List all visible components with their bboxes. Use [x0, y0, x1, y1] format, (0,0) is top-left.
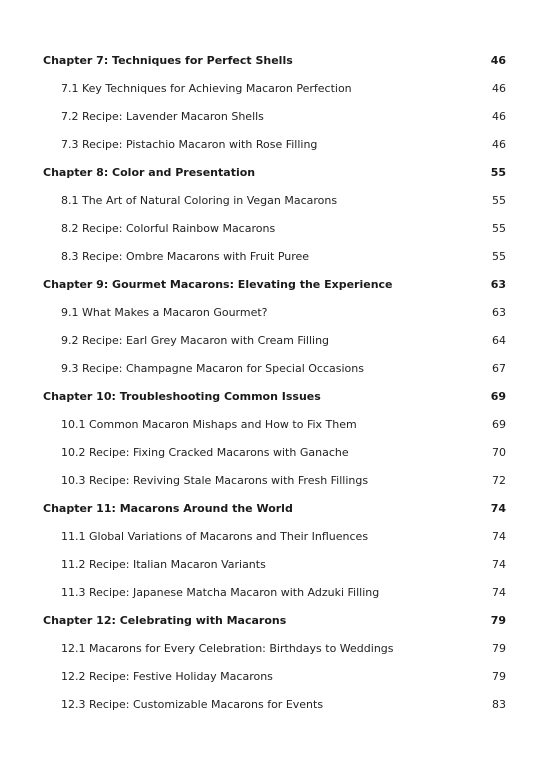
section-entry[interactable]	[43, 332, 506, 350]
table-of-contents	[43, 52, 506, 723]
section-page-number: 70	[492, 446, 506, 459]
section-entry[interactable]	[43, 108, 506, 126]
section-entry[interactable]	[43, 472, 506, 490]
section-entry[interactable]	[43, 528, 506, 546]
section-title: 7.2 Recipe: Lavender Macaron Shells	[61, 110, 264, 123]
section-title: 12.2 Recipe: Festive Holiday Macarons	[61, 670, 273, 683]
chapter-page-number: 63	[490, 278, 506, 291]
section-entry[interactable]	[43, 416, 506, 434]
chapter-heading[interactable]	[43, 164, 506, 182]
chapter-11	[43, 500, 506, 602]
section-page-number: 64	[492, 334, 506, 347]
chapter-title: Chapter 10: Troubleshooting Common Issues	[43, 390, 321, 403]
section-title: 12.1 Macarons for Every Celebration: Birthdays to Weddings	[61, 642, 394, 655]
section-page-number: 46	[492, 138, 506, 151]
chapter-page-number: 46	[490, 54, 506, 67]
section-page-number: 74	[492, 530, 506, 543]
chapter-heading[interactable]	[43, 276, 506, 294]
section-title: 9.3 Recipe: Champagne Macaron for Special Occasions	[61, 362, 364, 375]
chapter-title: Chapter 11: Macarons Around the World	[43, 502, 293, 515]
section-page-number: 67	[492, 362, 506, 375]
section-title: 12.3 Recipe: Customizable Macarons for Events	[61, 698, 324, 711]
chapter-9	[43, 276, 506, 378]
section-page-number: 74	[492, 558, 506, 571]
section-page-number: 83	[492, 698, 506, 711]
chapter-page-number: 55	[490, 166, 506, 179]
section-entry[interactable]	[43, 668, 506, 686]
section-title: 10.1 Common Macaron Mishaps and How to Fix Them	[61, 418, 357, 431]
chapter-page-number: 74	[490, 502, 506, 515]
section-entry[interactable]	[43, 248, 506, 266]
section-page-number: 63	[492, 306, 506, 319]
section-page-number: 46	[492, 82, 506, 95]
section-page-number: 55	[492, 222, 506, 235]
section-entry[interactable]	[43, 80, 506, 98]
section-page-number: 55	[492, 250, 506, 263]
chapter-10	[43, 388, 506, 490]
section-entry[interactable]	[43, 584, 506, 602]
chapter-title: Chapter 12: Celebrating with Macarons	[43, 614, 287, 627]
chapter-title: Chapter 7: Techniques for Perfect Shells	[43, 54, 293, 67]
chapter-title: Chapter 8: Color and Presentation	[43, 166, 256, 179]
chapter-12	[43, 612, 506, 714]
section-title: 10.2 Recipe: Fixing Cracked Macarons with Ganache	[61, 446, 349, 459]
section-entry[interactable]	[43, 192, 506, 210]
section-title: 7.3 Recipe: Pistachio Macaron with Rose Filling	[61, 138, 318, 151]
section-page-number: 69	[492, 418, 506, 431]
section-entry[interactable]	[43, 304, 506, 322]
chapter-heading[interactable]	[43, 388, 506, 406]
section-page-number: 74	[492, 586, 506, 599]
section-page-number: 79	[492, 670, 506, 683]
section-title: 11.2 Recipe: Italian Macaron Variants	[61, 558, 266, 571]
section-page-number: 72	[492, 474, 506, 487]
chapter-heading[interactable]	[43, 612, 506, 630]
section-title: 8.3 Recipe: Ombre Macarons with Fruit Puree	[61, 250, 310, 263]
chapter-title: Chapter 9: Gourmet Macarons: Elevating the Experience	[43, 278, 393, 291]
section-title: 11.1 Global Variations of Macarons and Their Influences	[61, 530, 369, 543]
section-entry[interactable]	[43, 220, 506, 238]
section-title: 8.2 Recipe: Colorful Rainbow Macarons	[61, 222, 276, 235]
chapter-8	[43, 164, 506, 266]
section-title: 11.3 Recipe: Japanese Matcha Macaron with Adzuki Filling	[61, 586, 380, 599]
chapter-page-number: 69	[490, 390, 506, 403]
section-entry[interactable]	[43, 444, 506, 462]
section-title: 7.1 Key Techniques for Achieving Macaron Perfection	[61, 82, 352, 95]
section-entry[interactable]	[43, 136, 506, 154]
section-entry[interactable]	[43, 556, 506, 574]
section-title: 10.3 Recipe: Reviving Stale Macarons with Fresh Fillings	[61, 474, 369, 487]
section-entry[interactable]	[43, 360, 506, 378]
section-page-number: 55	[492, 194, 506, 207]
section-title: 9.1 What Makes a Macaron Gourmet?	[61, 306, 268, 319]
section-entry[interactable]	[43, 696, 506, 714]
section-title: 9.2 Recipe: Earl Grey Macaron with Cream Filling	[61, 334, 330, 347]
chapter-7	[43, 52, 506, 154]
chapter-heading[interactable]	[43, 52, 506, 70]
section-title: 8.1 The Art of Natural Coloring in Vegan Macarons	[61, 194, 338, 207]
section-page-number: 79	[492, 642, 506, 655]
section-entry[interactable]	[43, 640, 506, 658]
chapter-heading[interactable]	[43, 500, 506, 518]
chapter-page-number: 79	[490, 614, 506, 627]
section-page-number: 46	[492, 110, 506, 123]
